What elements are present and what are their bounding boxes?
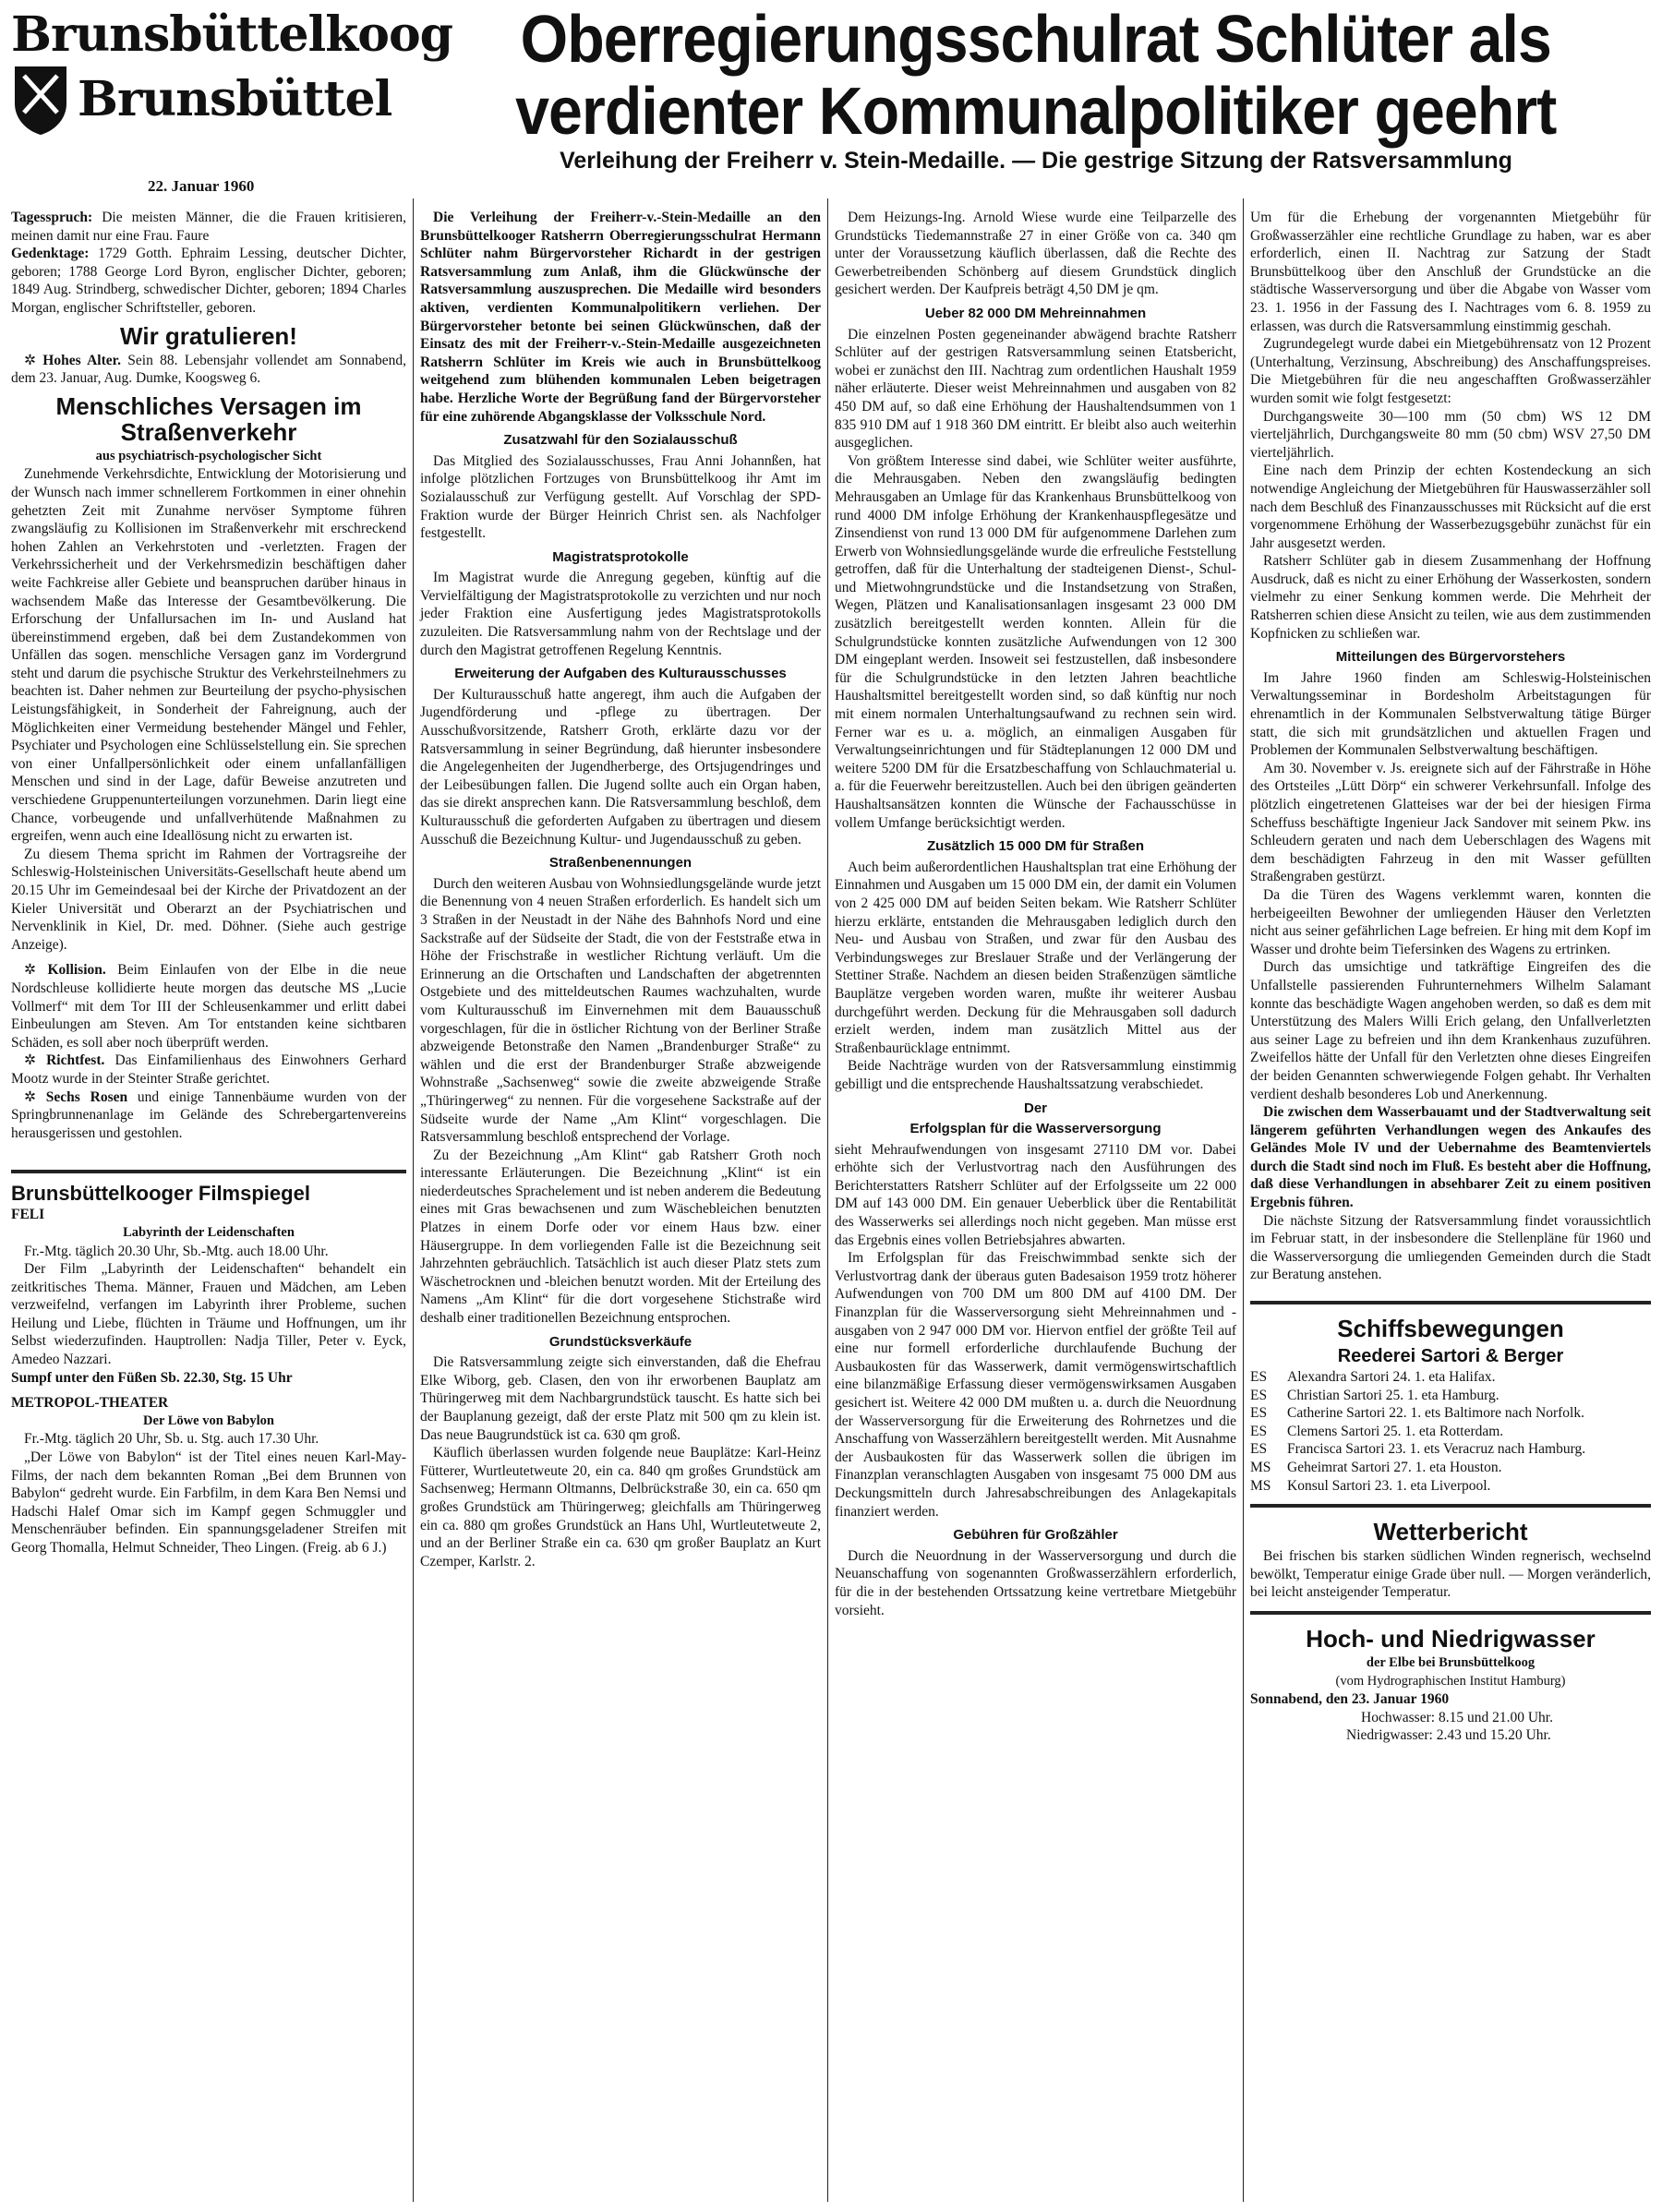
- section-heading: Brunsbüttelkooger Filmspiegel: [11, 1182, 310, 1206]
- label: Hochwasser:: [1361, 1709, 1436, 1725]
- high-water-times: 8.15 und 21.00 Uhr.: [1438, 1709, 1553, 1725]
- masthead-line2: Brunsbüttel: [78, 71, 392, 127]
- ship-entry: Konsul Sartori 23. 1. eta Liverpool.: [1287, 1477, 1491, 1494]
- section-heading: Erfolgsplan für die Wasserversorgung: [909, 1121, 1162, 1137]
- lead-paragraph: Die Verleihung der Freiherr-v.-Stein-Medaille an den Brunsbüttelkooger Ratsherrn Oberregierungsschulrat Hermann Schlüter nahm Bürgervorsteher Richardt in der gestrigen Ratsversammlung zum Anlaß, ihm die Glückwünsche der Ratsversammlung auszusprechen. Die Medaille wird besonders aktiven, verdienten Kommunalpolitikern verliehen. Der Bürgervorsteher betonte bei seinen Glückwünschen, daß der Einsatz des mit der Freiherr-v.-Stein-Medaille ausgezeichneten Ratsherrn Schlüter im Kreis wie auch in Brunsbüttelkoog weitgehend zum blühenden kommunalen Leben beigetragen habe. Herzliche Worte der Begrüßung fand der Bürgervorsteher für eine zuhörende Abgangsklasse der Volksschule Nord.: [420, 210, 821, 425]
- article-heading: Menschliches Versagen im Straßenverkehr: [55, 391, 362, 446]
- tide-date: Sonnabend, den 23. Januar 1960: [1250, 1691, 1450, 1708]
- label: Gedenktage:: [11, 246, 90, 262]
- ship-type: ES: [1250, 1369, 1268, 1386]
- ship-entry: Geheimrat Sartori 27. 1. eta Houston.: [1287, 1460, 1502, 1475]
- paragraph: Zugrundegelegt wurde dabei ein Mietgebührensatz von 12 Prozent (Unterhaltung, Verzinsung, Abschreibung) des Anschaffungspreises. Die Mietgebühren für die neu angeschafften Großwasserzähler wurden somit wie folgt festgesetzt:: [1250, 336, 1651, 406]
- paragraph: Das Mitglied des Sozialausschusses, Frau Anni Johannßen, hat infolge plötzlichen Fortzuges von Brunsbüttelkoog ihr Amt im Sozialausschuß zur Verfügung gestellt. Auf Vorschlag der SPD-Fraktion wurde der Bürger Heinrich Christ sen. als Nachfolger festgestellt.: [420, 452, 821, 542]
- film-text: Der Film „Labyrinth der Leidenschaften“ behandelt ein zeitkritisches Thema. Männer, Frauen und Mädchen, am Leben verzweifelnd, verfangen im Labyrinth ihrer Probleme, suchen Heilung und Liebe, flüchten in Träume und Hoffnungen, um ihr Selbst wiederzufinden. Hauptrollen: Nadja Tiller, Peter v. Eyck, Amedeo Nazzari.: [11, 1261, 406, 1368]
- label: Hohes Alter.: [42, 352, 121, 368]
- text: Beim Einlaufen von der Elbe in die neue Nordschleuse kollidierte heute morgen das deutsche MS „Lucie Vollmerf“ mit dem Tor III der Schleusenkammer und erlitt dabei Einbeulungen am Steven. Am Tor entstanden keine sichtbaren Schäden, es soll aber noch überprüft werden.: [11, 962, 406, 1051]
- paragraph: Um für die Erhebung der vorgenannten Mietgebühr für Großwasserzähler eine rechtliche Grundlage zu haben, war es aber erforderlich, einen II. Nachtrag zur Satzung der Stadt Brunsbüttelkoog über den Anschluß der Grundstücke an die städtische Wasserversorgung und über die Abgabe von Wasser vom 23. 1. 1956 in der Fassung des I. Nachtrages vom 6. 8. 1959 zu erlassen, was durch die Ratsversammlung einstimmig geschah.: [1250, 210, 1651, 334]
- issue-date: 22. Januar 1960: [148, 177, 255, 195]
- column-2: [420, 209, 821, 1570]
- section-heading: Magistratsprotokolle: [552, 548, 689, 565]
- section-heading: Zusätzlich 15 000 DM für Straßen: [926, 838, 1145, 855]
- ship-entry: Francisca Sartori 23. 1. ets Veracruz nach Hamburg.: [1287, 1441, 1586, 1458]
- paragraph: Durchgangsweite 30—100 mm (50 cbm) WS 12 DM vierteljährlich, Durchgangsweite 80 mm (50 cbm) WSV 27,50 DM vierteljährlich.: [1250, 408, 1651, 461]
- ship-type: ES: [1250, 1441, 1268, 1458]
- film-times: Fr.-Mtg. täglich 20.30 Uhr, Sb.-Mtg. auch 18.00 Uhr.: [24, 1243, 329, 1259]
- text: Das Einfamilienhaus des Einwohners Gerhard Mootz wurde in der Steinter Straße gerichtet.: [11, 1052, 407, 1087]
- paragraph: Käuflich überlassen wurden folgende neue Bauplätze: Karl-Heinz Fütterer, Wurtleutetweute 20, ein ca. 840 qm großes Grundstück am Sachsenweg; Hermann Oltmanns, Delbrückstraße 30, ein ca. 650 qm großes Grundstück am Thüringerweg; gleichfalls am Thüringerweg ein ca. 880 qm großes Grundstück an Hans Uhl, Wurtleutetweute 2, und an der Berliner Straße ein ca. 630 qm großer Bauplatz an Kurt Czemper, Karlstr. 2.: [420, 1445, 821, 1569]
- film-text: „Der Löwe von Babylon“ ist der Titel eines neuen Karl-May-Films, der nach dem bekannten Roman „Bei dem Brunnen von Babylon“ gedreht wurde. Ein Farbfilm, in dem Kara Ben Nemsi und Hadschi Halef Omar sich im Kampf gegen Schmuggler und Menschenräuber befinden. Ein spannungsgeladener Streifen mit Georg Thomalla, Helmut Schneider, Theo Lingen. (Freig. ab 6 J.): [11, 1449, 406, 1556]
- paragraph: Auch beim außerordentlichen Haushaltsplan trat eine Erhöhung der Einnahmen und Ausgaben um 15 000 DM ein, der damit ein Volumen von 2 425 000 DM auf beiden Seiten bekam. Wie Ratsherr Schlüter hierzu erklärte, entstanden die Mehrausgaben lediglich durch den Neu- und Ausbau von Straßen, und zwar für den Ausbau des Verbindungsweges zur Breslauer Straße und der Verlängerung der Stettiner Straße. Nachdem an diesen beiden Straßenzügen sämtliche Bauplätze vergeben worden waren, mußte ihr weiterer Ausbau durchgeführt werden. Deckung für die Mehrausgaben soll dadurch erzielt werden, indem man zusätzlich Mittel aus der Straßenbaurücklage entnimmt.: [835, 859, 1236, 1056]
- section-heading: Zusatzwahl für den Sozialausschuß: [503, 432, 738, 449]
- masthead-line1: Brunsbüttelkoog: [11, 6, 453, 63]
- gedenktage: 1729 Gotth. Ephraim Lessing, deutscher Dichter, geboren; 1788 George Lord Byron, englischer Dichter, geboren; 1849 Aug. Strindberg, schwedischer Dichter, geboren; 1894 Charles Morgan, englischer Schriftsteller, geboren.: [11, 246, 406, 316]
- paragraph: Am 30. November v. Js. ereignete sich auf der Fährstraße in Höhe des Ortsteiles „Lütt Dörp“ ein schwerer Verkehrsunfall. Infolge des plötzlich eingetretenen Glatteises war der bei der hiesigen Firma Scheffuss beschäftigte Ingenieur Jack Sandover mit seinem Pkw. ins Schleudern geraten und nach dem Ueberschlagen des Wagens mit dem beschädigten Fahrzeug in den mit Wasser gefüllten Straßengraben gestürzt.: [1250, 760, 1651, 885]
- headline-line2: verdienter Kommunalpolitiker geehrt: [515, 75, 1557, 149]
- paragraph: Die Ratsversammlung zeigte sich einverstanden, daß die Ehefrau Elke Wiborg, geb. Clasen, den von ihr erworbenen Bauplatz am Thüringerweg mit dem Nachbargrundstück tauscht. Es hatte sich bei der Bauplanung gezeigt, daß der erste Platz mit 500 qm zu klein ist. Das neue Baugrundstück ist ca. 630 qm groß.: [420, 1354, 821, 1443]
- paragraph: Durch den weiteren Ausbau von Wohnsiedlungsgelände wurde jetzt die Benennung von 4 neuen Straßen erforderlich. Es handelt sich um 3 Straßen in der Neustadt in der Nähe des Bahnhofs Nord und eine Sackstraße auf der Südseite der Stadt, die von der Feststraße etwa in Höhe der Frischstraße in westlicher Richtung verläuft. Um die Erinnerung an die Ortschaften und Landschaften der abgetrennten Ostgebiete und des mitteldeutschen Raumes wachzuhalten, wurde vom Kulturausschuß im Einvernehmen mit dem Bauausschuß vorgeschlagen, für die in östlicher Richtung von der Berliner Straße abzweigende Betonstraße den Namen „Brandenburger Straße“ zu wählen und die erst der Brandenburger Straße abzweigende Wohnstraße „Sachsenweg“ sowie die zweite abzweigende Straße „Thüringerweg“ zu nennen. Für die vorgesehene Sackstraße auf der Südseite wurde der Name „Am Klint“ vorgeschlagen. Die Ratsversammlung beschloß entsprechend der Vorlage.: [420, 875, 821, 1146]
- column-1: Tagesspruch: Die meisten Männer, die die Frauen kritisieren, meinen damit nur eine Frau. Faure Gedenktage: 1729 Gotth. Ephraim Lessing, deutscher Dichter, geboren; 1788 George Lord Byron, englischer Dichter, geboren; 1849 Aug. Strindberg, schwedischer Dichter, geboren; 1894 Charles Morgan, englischer Schriftsteller, geboren. Wir gratulieren! ✲ Hohes Alter. Sein 88. Lebensjahr vollendet am Sonnabend, dem 23. Januar, Aug. Dumke, Koogsweg 6. Menschliches Versagen im Straßenverkehr aus psychiatrisch-psychologischer Sicht Zunehmende Verkehrsdichte, Entwicklung der Motorisierung und der Wunsch nach immer schnellerem Fortkommen in einer ohnehin gehetzten Zeit mit Zunahme nervöser Symptome führen zwangsläufig zu Kollisionen im Straßenverkehr mit erschreckend hohen Zahlen an Verkehrstoten und -verletzten. Fragen der Verkehrssicherheit und der Verkehrsmedizin beschäftigen daher weite Fachkreise aller Gebiete und beanspruchen darüber hinaus in wachsendem Maße das Interesse der Gesamtbevölkerung. Die Erforschung der Unfallursachen im In- und Ausland hat übereinstimmend ergeben, daß bei dem Zustandekommen von Unfällen das sogen. menschliche Versagen ganz im Vordergrund steht und darum die psychische Struktur des Verkehrsteilnehmers zu beachten ist. Daher nehmen zur Beurteilung der psycho-physischen Leistungsfähigkeit, in Sonderheit der Fahreignung, auch der Möglichkeiten einer Vermeidung bestehender Mängel und Fehler, Psychiater und Psychologen eine Schlüsselstellung ein. Sie sprechen von einer Unfallpersönlichkeit oder einem unfallanfälligen Menschen und sind in der Lage, dafür Beweise anzutreten und verschiedene Gruppenunterteilungen vorzunehmen. Darin liegt eine Chance, vorbeugende und unfallverhütende Maßnahmen zu ergreifen, wenn auch eine Ideallösung nicht zu erwarten ist. Zu diesem Thema spricht im Rahmen der Vortragsreihe der Schleswig-Holsteinischen Universitäts-Gesellschaft heute abend um 20.15 Uhr im Gemeindesaal bei der Kirche der Privatdozent an der Kieler Universität und Oberarzt an der Psychiatrischen und Nervenklinik in Kiel, Dr. med. Döhner. (Siehe auch gestrige Anzeige). ✲ Kollision. Beim Einlaufen von der Elbe in die neue Nordschleuse kollidierte heute morgen das deutsche MS „Lucie Vollmerf“ mit dem Tor III der Schleusenkammer und erlitt dabei Einbeulungen am Steven. Am Tor entstanden keine sichtbaren Schäden, es soll aber noch überprüft werden. ✲ Richtfest. Das Einfamilienhaus des Einwohners Gerhard Mootz wurde in der Steinter Straße gerichtet. ✲ Sechs Rosen und einige Tannenbäume wurden von der Springbrunnenanlage im Gelände des Schrebergartenvereins herausgerissen und gestohlen. Brunsbüttelkooger Filmspiegel FELI Labyrinth der Leidenschaften Fr.-Mtg. täglich 20.30 Uhr, Sb.-Mtg. auch 18.00 Uhr. Der Film „Labyrinth der Leidenschaften“ behandelt ein zeitkritisches Thema. Männer, Frauen und Mädchen, am Leben verzweifelnd, verfangen im Labyrinth ihrer Probleme, suchen Heilung und Liebe, flüchten in Träume und Hoffnungen, um ihr Selbst wiederzufinden. Hauptrollen: Nadja Tiller, Peter v. Eyck, Amedeo Nazzari. Sumpf unter den Füßen Sb. 22.30, Stg. 15 Uhr METROPOL-THEATER Der Löwe von Babylon Fr.-Mtg. täglich 20 Uhr, Sb. u. Stg. auch 17.30 Uhr. „Der Löwe von Babylon“ ist der Titel eines neuen Karl-May-Films, der nach dem bekannten Roman „Bei dem Brunnen von Babylon“ gedreht wurde. Ein Farbfilm, in dem Kara Ben Nemsi und Hadschi Halef Omar sich im Kampf gegen Schmuggler und Menschenräuber befinden. Ein spannungsgeladener Streifen mit Georg Thomalla, Helmut Schneider, Theo Lingen. (Freig. ab 6 J.): [11, 210, 407, 1556]
- cinema-name: FELI: [11, 1207, 45, 1223]
- paragraph: Dem Heizungs-Ing. Arnold Wiese wurde eine Teilparzelle des Grundstücks Tiedemannstraße 27 in einer Größe von ca. 340 qm unter der Voraussetzung käuflich überlassen, daß die Rechte des Gewerbetreibenden Schönberg auf diesem Grundstück dinglich gesichert werden. Der Kaufpreis beträgt 4,50 DM je qm.: [835, 210, 1236, 298]
- label: Richtfest.: [46, 1052, 105, 1069]
- paragraph: Zu der Bezeichnung „Am Klint“ gab Ratsherr Groth noch interessante Erläuterungen. Die Bezeichnung „Klint“ ist ein niederdeutsches Sprachelement und ist neben anderem die Bedeutung eines mit Gras bewachsenen und zum Wäschebleichen benutzten Platzes in einem Dorfe oder vor einem Haus bzw. einer Häusergruppe. In dem vorliegenden Falle ist die Bezeichnung seit Jahrzehnten gebräuchlich. Tatsächlich ist auch dieser Platz stets zum Wäschetrocknen und -bleichen benutzt worden. Mit der Erteilung des Namens „Am Klint“ für die dort vorgesehene Stichstraße wird deshalb einer traditionellen Bezeichnung entsprochen.: [420, 1147, 821, 1327]
- headline-line1: Oberregierungsschulrat Schlüter als: [520, 3, 1551, 77]
- section-heading: Schiffsbewegungen: [1337, 1315, 1564, 1343]
- paragraph: Der Kulturausschuß hatte angeregt, ihm auch die Aufgaben der Jugendförderung und -pflege zu übertragen. Der Ausschußvorsitzende, Ratsherr Groth, erklärte dazu vor der Ratsversammlung in seiner Begründung, daß hierunter insbesondere die Angelegenheiten der Jugendherberge, des Ortsjugendringes und der Leibesübungen fallen. Die Jugend sollte auch ein Organ haben, das sie direkt ansprechen kann. Die Ratsversammlung beschloß, dem Kulturausschuß die geforderten Aufgaben zu übertragen und diesem Ausschuß die Bezeichnung Kultur- und Jugendausschuß zu geben.: [420, 686, 821, 848]
- ship-entry: Christian Sartori 25. 1. eta Hamburg.: [1287, 1387, 1499, 1403]
- section-source: (vom Hydrographischen Institut Hamburg): [1335, 1673, 1566, 1689]
- column-divider: [1243, 198, 1244, 2202]
- section-heading: Hoch- und Niedrigwasser: [1306, 1624, 1596, 1653]
- column-divider: [827, 198, 828, 2202]
- paragraph: Die zwischen dem Wasserbauamt und der Stadtverwaltung seit längerem geführten Verhandlungen wegen des Ankaufes des Geländes Mole IV und der Uebernahme des Beamtenviertels durch die Stadt sind noch im Fluß. Es besteht aber die Hoffnung, daß diese Verhandlungen in absehbarer Zeit zu einem positiven Ergebnis führen.: [1250, 1104, 1651, 1211]
- film-title: Labyrinth der Leidenschaften: [123, 1224, 295, 1240]
- film-times: Fr.-Mtg. täglich 20 Uhr, Sb. u. Stg. auch 17.30 Uhr.: [24, 1431, 319, 1448]
- paragraph: Die nächste Sitzung der Ratsversammlung findet voraussichtlich im Februar statt, in der insbesondere die Stellenpläne für 1960 und die Wasserversorgung die umliegenden Gemeinden durch die Stadt zur Beratung anstehen.: [1250, 1212, 1651, 1283]
- paragraph: Zu diesem Thema spricht im Rahmen der Vortragsreihe der Schleswig-Holsteinischen Universitäts-Gesellschaft heute abend um 20.15 Uhr im Gemeindesaal bei der Kirche der Privatdozent an der Kieler Universität und Oberarzt an der Psychiatrischen und Nervenklinik in Kiel, Dr. med. Döhner. (Siehe auch gestrige Anzeige).: [11, 846, 406, 953]
- section-subheading: Reederei Sartori & Berger: [1337, 1346, 1564, 1367]
- column-4: [1250, 209, 1651, 1745]
- cinema-name: METROPOL-THEATER: [11, 1395, 169, 1412]
- section-subheading: der Elbe bei Brunsbüttelkoog: [1366, 1654, 1536, 1670]
- text: und einige Tannenbäume wurden von der Springbrunnenanlage im Gelände des Schrebergartenvereins herausgerissen und gestohlen.: [11, 1088, 406, 1141]
- ship-type: ES: [1250, 1423, 1268, 1439]
- paragraph: Zunehmende Verkehrsdichte, Entwicklung der Motorisierung und der Wunsch nach immer schnellerem Fortkommen in einer ohnehin gehetzten Zeit mit Zunahme nervöser Symptome führen zwangsläufig zu Kollisionen im Straßenverkehr mit erschreckend hohen Zahlen an Verkehrstoten und -verletzten. Fragen der Verkehrssicherheit und der Verkehrsmedizin beschäftigen daher weite Fachkreise aller Gebiete und beanspruchen darüber hinaus in wachsendem Maße das Interesse der Gesamtbevölkerung. Die Erforschung der Unfallursachen im In- und Ausland hat übereinstimmend ergeben, daß bei dem Zustandekommen von Unfällen das sogen. menschliche Versagen ganz im Vordergrund steht und darum die psychische Struktur des Verkehrsteilnehmers zu beachten ist. Daher nehmen zur Beurteilung der psycho-physischen Leistungsfähigkeit, in Sonderheit der Fahreignung, auch der Möglichkeiten einer Vermeidung bestehender Mängel und Fehler, Psychiater und Psychologen eine Schlüsselstellung ein. Sie sprechen von einer Unfallpersönlichkeit oder einem unfallanfälligen Menschen und sind in der Lage, dafür Beweise anzutreten und verschiedene Gruppenunterteilungen vorzunehmen. Darin liegt eine Chance, vorbeugende und unfallverhütende Maßnahmen zu ergreifen, wenn auch eine Ideallösung nicht zu erwarten ist.: [11, 466, 406, 845]
- ship-type: MS: [1250, 1477, 1271, 1494]
- headline: [417, 4, 1655, 148]
- paragraph: Eine nach dem Prinzip der echten Kostendeckung an sich notwendige Angleichung der Mietgebühren für Hauswasserzähler soll nach dem Beschluß des Finanzausschusses mit Rücksicht auf die erst vorgenommene Erhöhung der Wasserbezugsgebühr zunächst für ein Jahr ausgesetzt werden.: [1250, 463, 1651, 551]
- paragraph: Ratsherr Schlüter gab in diesem Zusammenhang der Hoffnung Ausdruck, daß es nicht zu einer Erhöhung der Wasserkosten, sondern vielmehr zu einer Senkung kommen werde. Die Mehrheit der Ratsherren schien diese Ansicht zu teilen, wie aus dem zustimmenden Kopfnicken zu schließen war.: [1250, 553, 1651, 642]
- label: Kollision.: [47, 962, 106, 979]
- section-heading: Straßenbenennungen: [548, 855, 692, 872]
- paragraph: Die einzelnen Posten gegeneinander abwägend brachte Ratsherr Schlüter auf der gestrigen Ratsversammlung seinen Etatsbericht, wobei er zunächst den III. Nachtrag zum ordentlichen Haushalt 1959 näher erläuterte. Dieser weist Mehreinnahmen und ausgaben von 82 450 DM auf, so daß eine Erhöhung der Haushaltendsummen von 1 835 910 DM auf 1 918 360 DM eintritt. Er bleibt also auch weiterhin ausgeglichen.: [835, 326, 1236, 451]
- ship-entry: Alexandra Sartori 24. 1. eta Halifax.: [1287, 1369, 1496, 1386]
- section-heading: Mitteilungen des Bürgervorstehers: [1335, 649, 1566, 666]
- paragraph: Da die Türen des Wagens verklemmt waren, konnten die herbeigeeilten Bewohner der umliegenden Häuser den Verletzten nicht aus seiner gefährlichen Lage befreien. Er hing mit dem Kopf im Wasser und drohte beim Tiefersinken des Wagens zu ertrinken.: [1250, 886, 1651, 957]
- subheadline: Verleihung der Freiherr v. Stein-Medaille. — Die gestrige Sitzung der Ratsversammlung: [560, 148, 1512, 174]
- label: Niedrigwasser:: [1346, 1727, 1433, 1744]
- section-heading: Wir gratulieren!: [120, 321, 297, 350]
- paragraph: Im Erfolgsplan für das Freischwimmbad senkte sich der Verlustvortrag dank der überaus guten Badesaison 1959 trotz höherer Aufwendungen von 700 DM um 800 DM auf 4100 DM. Der Finanzplan für die Wasserversorgung sieht Mehreinnahmen und -ausgaben von 2 947 000 DM vor. Hiervon entfiel der größte Teil auf eine nur formell erforderliche durchlaufende Buchung der Ausbaukosten für das Wasserwerk, damit vermögenswirtschaftlich eine bilanzmäßige Erfassung dieser vermögenswirksamen Ausgaben gesichert ist. Weitere 42 000 DM mußten u. a. durch die Neuordnung der Wasserversorgung für die Erweiterung des Rohrnetzes und die Anschaffung von Wasserzählern bereitgestellt werden. Mit Ausnahme der Ausbaukosten für das Wasserwerk sollen die übrigen im Finanzplan veranschlagten Ausgaben von insgesamt 75 000 DM aus Deckungsmitteln durch Jahresabschreibungen des Anlagekapitals finanziert werden.: [835, 1250, 1236, 1520]
- paragraph: Durch die Neuordnung in der Wasserversorgung und durch die Neuanschaffung von sogenannten Großwasserzählern erforderlich, für die in der bestehenden Ortssatzung keine vertretbare Mietgebühr vorsieht.: [835, 1547, 1236, 1618]
- ship-type: ES: [1250, 1387, 1268, 1403]
- ship-list: [1250, 1368, 1651, 1495]
- column-divider: [413, 198, 414, 2202]
- tagesspruch: Die meisten Männer, die die Frauen kritisieren, meinen damit nur eine Frau. Faure: [11, 210, 406, 244]
- masthead-logo: [11, 6, 453, 146]
- paragraph: sieht Mehraufwendungen von insgesamt 27110 DM vor. Dabei erhöhte sich der Verlustvortrag nach den Ausführungen des Berichterstatters Ratsherr Schlüter auf der Erfolgsseite um 22 000 DM auf 143 000 DM. Ein genauer Ueberblick über die Rentabilität des Wasserwerks sei allerdings noch nicht gegeben. Man müsse erst das Ergebnis eines vollen Betriebsjahres abwarten.: [835, 1141, 1236, 1248]
- text: Sein 88. Lebensjahr vollendet am Sonnabend, dem 23. Januar, Aug. Dumke, Koogsweg 6.: [11, 352, 406, 387]
- paragraph: Im Jahre 1960 finden am Schleswig-Holsteinischen Verwaltungsseminar in Bordesholm Arbeitstagungen für ehrenamtlich in der Kommunalen Selbstverwaltung tätige Bürger statt, die sich mit grundsätzlichen und aktuellen Fragen und Problemen der Kommunalen Selbstverwaltung beschäftigen.: [1250, 669, 1651, 759]
- paragraph: Von größtem Interesse sind dabei, wie Schlüter weiter ausführte, die Mehrausgaben. Neben den zwangsläufig bedingten Mehrausgaben an Umlage für das Krankenhaus Brunsbüttelkoog von rund 4000 DM infolge Erhöhung der Krankenhauspflegesätze und Zinsendienst von rund 13 000 DM für aufgenommene Darlehen zum Erwerb von Wohnsiedlungsgelände wurde die erfreuliche Feststellung getroffen, daß für die Unterhaltung der stadteigenen Dienst-, Schul- und Mietwohngrundstücke und die Instandsetzung von Straßen, Wegen, Plätzen und Kanalisationsanlagen insgesamt 23 000 DM zusätzlich bereitgestellt werden konnten. Allein für die Schulgrundstücke konnten zusätzliche Aufwendungen von 12 300 DM eingeplant werden. Insoweit sei festzustellen, daß insbesondere für die Schulgrundstücke in den letzten Jahren beachtliche Haushaltsmittel bereitgestellt worden sind, so daß künftig nur noch mit einem normalen Unterhaltungsaufwand zu rechnen sein wird. Ferner war es u. a. möglich, an einmaligen Ausgaben für Verwaltungseinrichtungen und für Städteplanungen 12 000 DM und weitere 5200 DM für die Ersatzbeschaffung von Schlauchmaterial u. a. für die Feuerwehr bereitzustellen. Auch bei den übrigen geänderten Haushaltsansätzen konnten die Wünsche der Fachausschüsse in vollem Umfange berücksichtigt werden.: [835, 452, 1236, 831]
- section-heading: Der: [1023, 1100, 1047, 1116]
- ship-type: ES: [1250, 1405, 1268, 1422]
- film-title: Sumpf unter den Füßen Sb. 22.30, Stg. 15 Uhr: [11, 1369, 293, 1386]
- section-heading: Gebühren für Großzähler: [953, 1527, 1118, 1544]
- label: Tagesspruch:: [11, 210, 93, 225]
- ship-entry: Catherine Sartori 22. 1. ets Baltimore nach Norfolk.: [1287, 1405, 1584, 1422]
- article-subheading: aus psychiatrisch-psychologischer Sicht: [95, 448, 322, 463]
- coat-of-arms-icon: [11, 63, 70, 137]
- film-title: Der Löwe von Babylon: [143, 1413, 274, 1428]
- section-heading: Grundstücksverkäufe: [548, 1333, 692, 1350]
- label: Sechs Rosen: [45, 1088, 128, 1105]
- section-heading: Ueber 82 000 DM Mehreinnahmen: [924, 305, 1147, 321]
- ship-type: MS: [1250, 1460, 1271, 1475]
- paragraph: Durch das umsichtige und tatkräftige Eingreifen des die Unfallstelle passierenden Fuhrunternehmers Wilhelm Salamant konnte das beschädigte Wagen angehoben werden, so daß es dem mit Unterstützung des Malers Willi Erich gelang, den Unfallverletzten aus seiner Lage zu befreien und ihn dem Krankenhaus zuzuführen. Zweifellos hätte der Unfall für den Verletzten ohne dieses Eingreifen der beiden Genannten schwerwiegende Folgen gehabt. Ihr Verhalten verdient deshalb besonderes Lob und Anerkennung.: [1250, 959, 1651, 1102]
- section-heading: Erweiterung der Aufgaben des Kulturausschusses: [454, 666, 787, 682]
- low-water-times: 2.43 und 15.20 Uhr.: [1436, 1727, 1551, 1744]
- ship-entry: Clemens Sartori 25. 1. eta Rotterdam.: [1287, 1423, 1504, 1439]
- paragraph: Beide Nachträge wurden von der Ratsversammlung einstimmig gebilligt und die entsprechende Haushaltssatzung verabschiedet.: [835, 1058, 1236, 1092]
- weather-text: Bei frischen bis starken südlichen Winden regnerisch, wechselnd bewölkt, Temperatur einige Grade über null. — Morgen veränderlich, bei leicht ansteigender Temperatur.: [1250, 1548, 1651, 1601]
- paragraph: Im Magistrat wurde die Anregung gegeben, künftig auf die Vervielfältigung der Magistratsprotokolle zu verzichten und nur noch jeder Fraktion eine Ausfertigung jedes Magistratsprotokolls zuzuleiten. Die Ratsversammlung nahm von der Rechtslage und der durch den Magistrat getroffenen Regelung Kenntnis.: [420, 570, 821, 658]
- column-3: [835, 209, 1236, 1619]
- section-heading: Wetterbericht: [1373, 1518, 1528, 1546]
